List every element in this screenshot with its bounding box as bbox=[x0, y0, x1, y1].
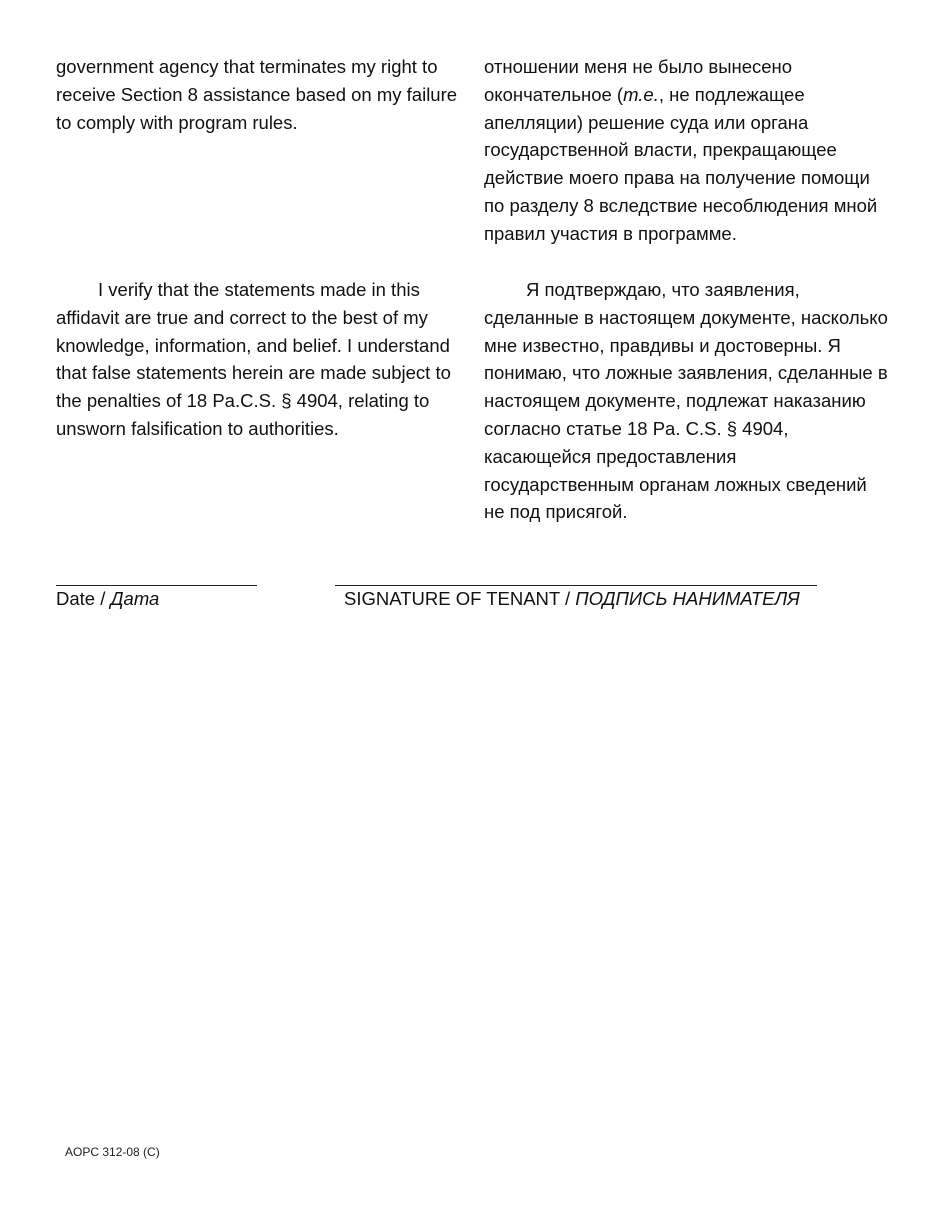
tenant-signature-label bbox=[344, 588, 800, 610]
text-line: unsworn falsification to authorities. bbox=[56, 417, 339, 439]
text-line: сделанные в настоящем документе, насколько bbox=[484, 306, 888, 328]
text-line bbox=[484, 81, 904, 109]
english-verification-paragraph bbox=[56, 276, 476, 443]
text-line: государственной власти, прекращающее bbox=[484, 139, 837, 161]
text-line: that false statements herein are made subject to bbox=[56, 362, 451, 384]
text-line: to comply with program rules. bbox=[56, 111, 298, 133]
text-line: касающейся предоставления bbox=[484, 445, 737, 467]
tenant-signature-line[interactable] bbox=[335, 585, 817, 586]
date-label-en: Date / bbox=[56, 588, 111, 609]
text-line: по разделу 8 вследствие несоблюдения мной bbox=[484, 194, 878, 216]
text-line: настоящем документе, подлежат наказанию bbox=[484, 390, 866, 412]
text-line: правил участия в программе. bbox=[484, 222, 737, 244]
russian-paragraph-continuation bbox=[484, 53, 904, 248]
text-line: понимаю, что ложные заявления, сделанные в bbox=[484, 362, 888, 384]
text-line: affidavit are true and correct to the best of my bbox=[56, 306, 428, 328]
text-line: не под присягой. bbox=[484, 501, 628, 523]
tenant-signature-label-ru: ПОДПИСЬ НАНИМАТЕЛЯ bbox=[575, 588, 800, 609]
english-paragraph-continuation bbox=[56, 53, 476, 136]
text-line: мне известно, правдивы и достоверны. Я bbox=[484, 334, 841, 356]
text-fragment: , не подлежащее bbox=[658, 83, 805, 105]
text-line: согласно статье 18 Pa. C.S. § 4904, bbox=[484, 417, 789, 439]
text-line: государственным органам ложных сведений bbox=[484, 473, 867, 495]
text-line: government agency that terminates my right to bbox=[56, 56, 438, 77]
text-line: receive Section 8 assistance based on my failure bbox=[56, 83, 458, 105]
date-label bbox=[56, 588, 159, 610]
text-line: knowledge, information, and belief. I understand bbox=[56, 334, 450, 356]
date-label-ru: Дата bbox=[110, 588, 160, 609]
russian-verification-paragraph bbox=[484, 276, 904, 526]
text-line: апелляции) решение суда или органа bbox=[484, 111, 809, 133]
text-line: I verify that the statements made in this bbox=[98, 279, 420, 300]
italic-abbreviation: т.е. bbox=[623, 83, 659, 105]
form-id: AOPC 312-08 (C) bbox=[65, 1145, 160, 1159]
text-fragment: окончательное ( bbox=[484, 83, 624, 105]
date-signature-line[interactable] bbox=[56, 585, 257, 586]
text-line: отношении меня не было вынесено bbox=[484, 56, 793, 77]
text-line: Я подтверждаю, что заявления, bbox=[526, 279, 800, 300]
text-line: действие моего права на получение помощи bbox=[484, 167, 870, 189]
text-line: the penalties of 18 Pa.C.S. § 4904, relating to bbox=[56, 390, 430, 412]
tenant-signature-label-en: SIGNATURE OF TENANT / bbox=[344, 588, 576, 609]
